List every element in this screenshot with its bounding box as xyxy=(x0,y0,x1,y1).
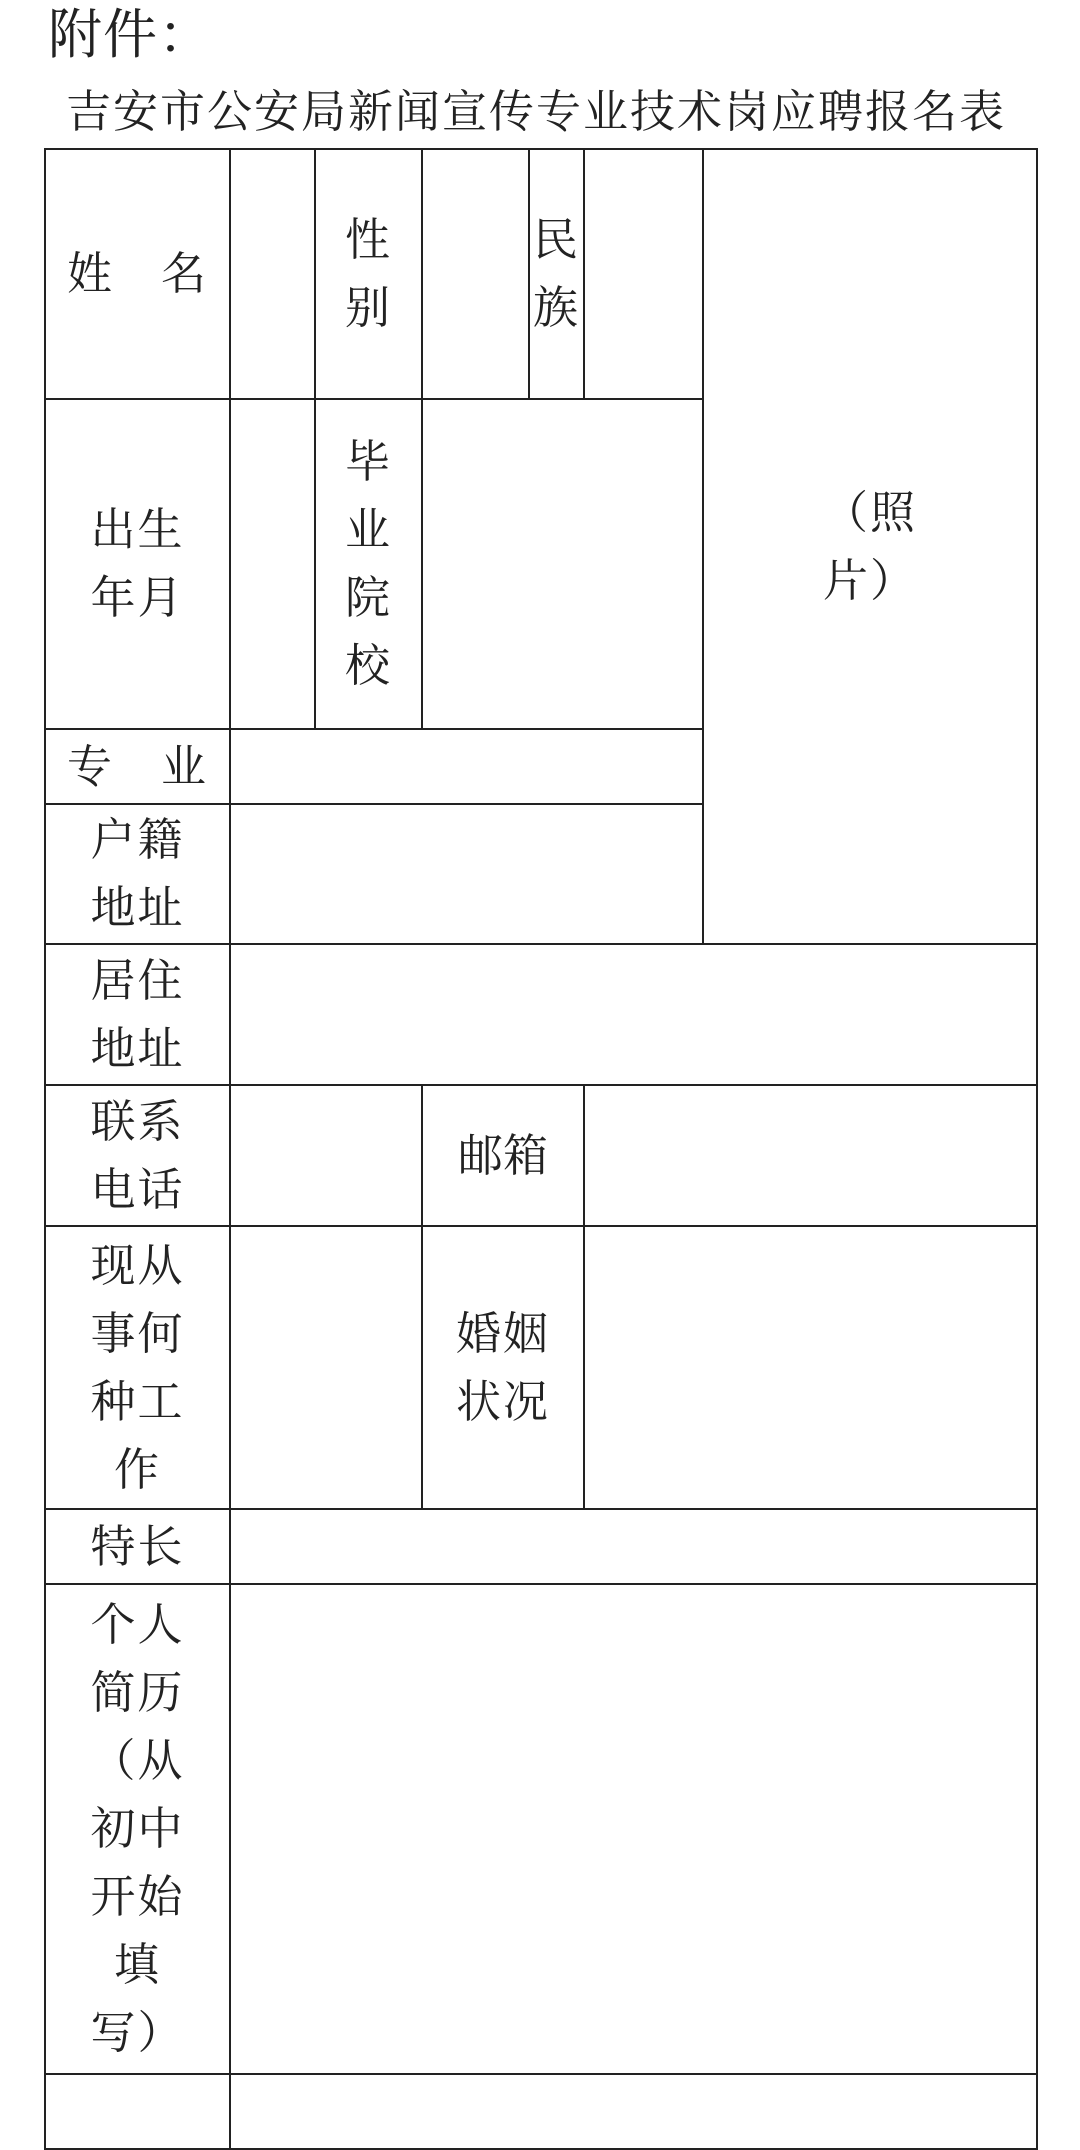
resume-label: 个人 简历 （从 初中 开始 填 写） xyxy=(45,1584,230,2074)
residence-label: 居住 地址 xyxy=(45,944,230,1085)
residence-field[interactable] xyxy=(230,944,1037,1085)
registration-form-table xyxy=(44,148,1038,2150)
photo-box[interactable]: （照 片） xyxy=(703,149,1037,944)
major-field[interactable] xyxy=(230,729,703,804)
hukou-label: 户籍 地址 xyxy=(45,804,230,944)
phone-field[interactable] xyxy=(230,1085,422,1226)
major-label: 专 业 xyxy=(45,729,230,804)
next-row-field[interactable] xyxy=(230,2074,1037,2149)
email-field[interactable] xyxy=(584,1085,1037,1226)
school-label: 毕 业 院 校 xyxy=(315,399,422,729)
specialty-label: 特长 xyxy=(45,1509,230,1584)
ethnicity-label: 民 族 xyxy=(529,149,584,399)
phone-label: 联系 电话 xyxy=(45,1085,230,1226)
attachment-label: 附件： xyxy=(48,3,213,66)
ethnicity-field[interactable] xyxy=(584,149,703,399)
specialty-field[interactable] xyxy=(230,1509,1037,1584)
gender-label: 性 别 xyxy=(315,149,422,399)
name-label: 姓 名 xyxy=(45,149,230,399)
marital-field[interactable] xyxy=(584,1226,1037,1509)
gender-field[interactable] xyxy=(422,149,529,399)
email-label: 邮箱 xyxy=(422,1085,584,1226)
resume-field[interactable] xyxy=(230,1584,1037,2074)
occupation-label: 现从 事何 种工 作 xyxy=(45,1226,230,1509)
birth-label: 出生 年月 xyxy=(45,399,230,729)
name-field[interactable] xyxy=(230,149,315,399)
occupation-field[interactable] xyxy=(230,1226,422,1509)
school-field[interactable] xyxy=(422,399,703,729)
birth-field[interactable] xyxy=(230,399,315,729)
form-title: 吉安市公安局新闻宣传专业技术岗应聘报名表 xyxy=(66,85,1007,138)
hukou-field[interactable] xyxy=(230,804,703,944)
marital-label: 婚姻 状况 xyxy=(422,1226,584,1509)
next-row-label xyxy=(45,2074,230,2149)
